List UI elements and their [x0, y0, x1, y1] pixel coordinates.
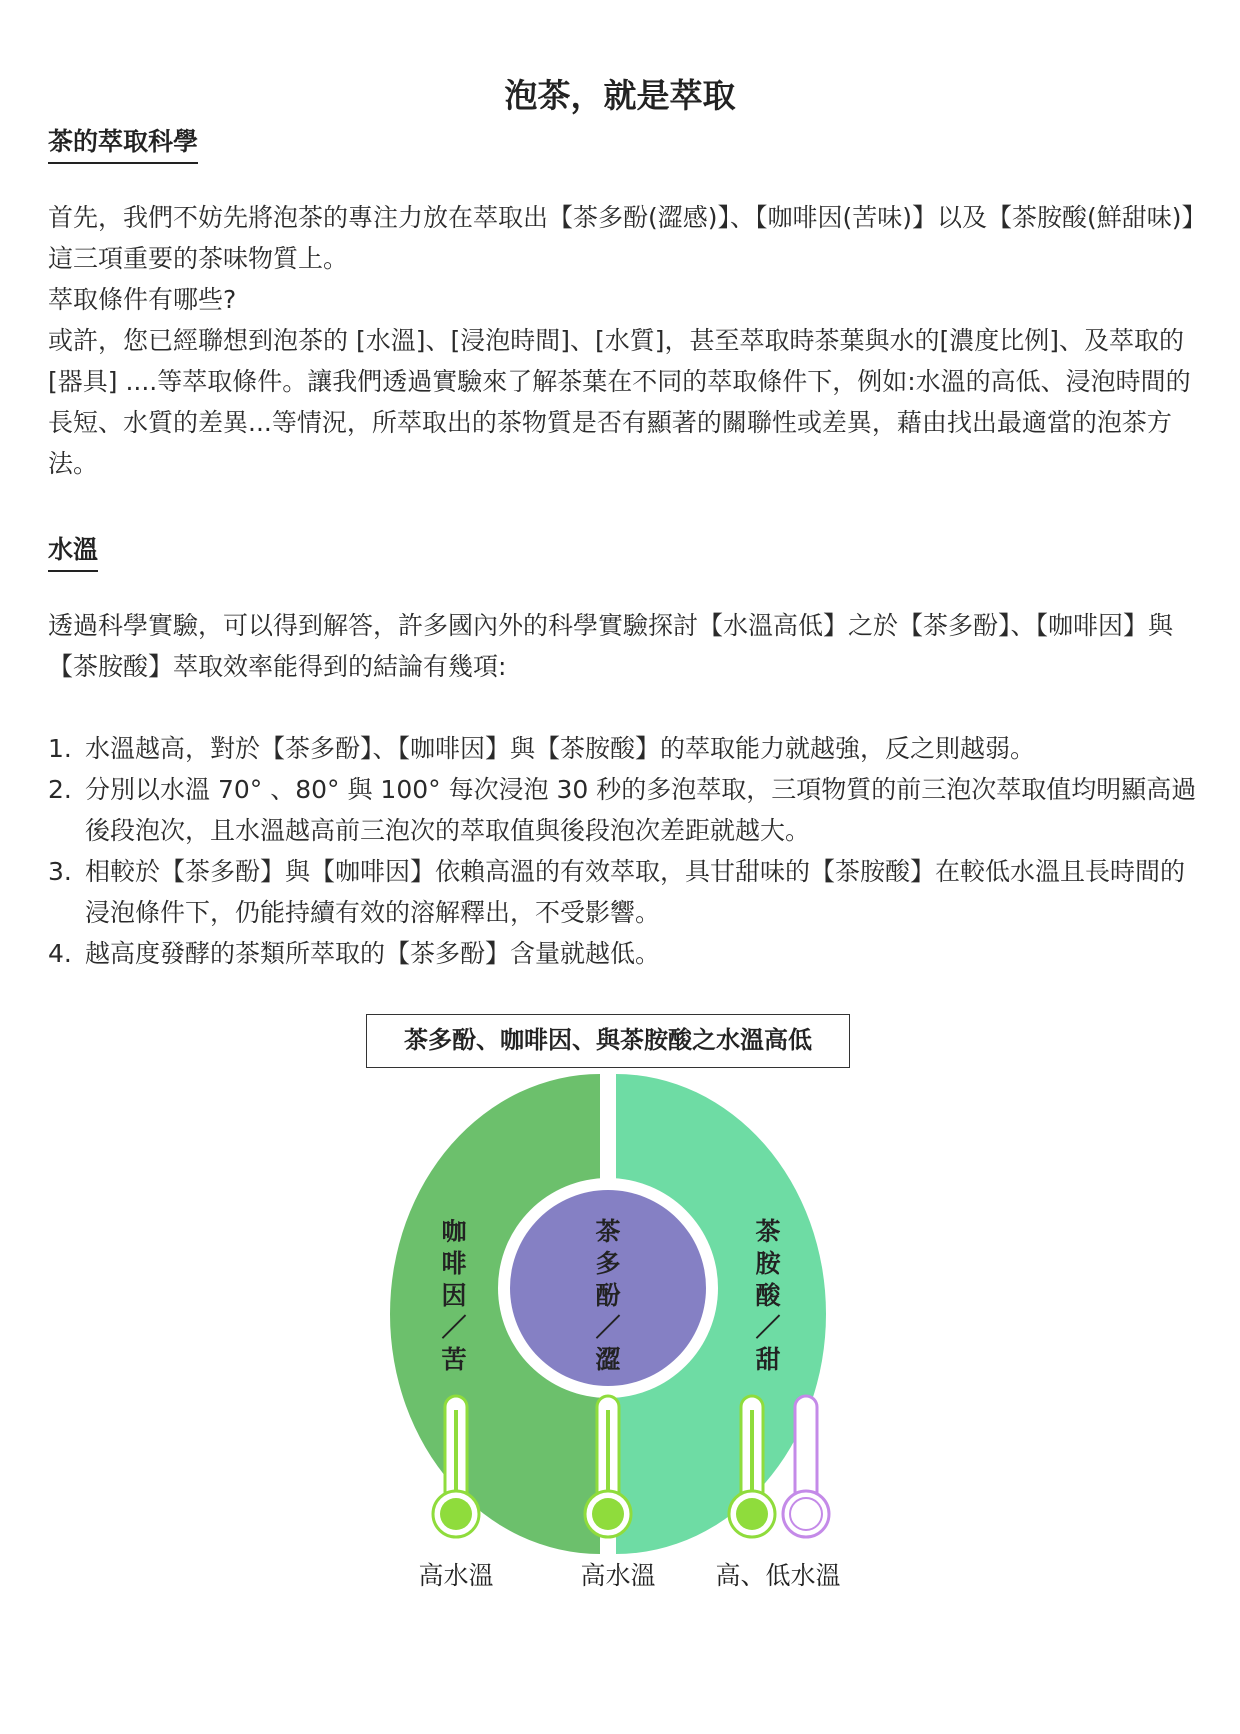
- paragraph: 萃取條件有哪些?: [48, 285, 237, 314]
- list-item: 2. 分別以水溫 70° 、80° 與 100° 每次浸泡 30 秒的多泡萃取，三項物質的前三泡次萃取值均明顯高過後段泡次，且水溫越高前三泡次的萃取值與後段泡次差距就越大。: [48, 775, 1197, 845]
- list-item: 3. 相較於【茶多酚】與【咖啡因】依賴高溫的有效萃取，具甘甜味的【茶胺酸】在較低水溫且長時間的浸泡條件下，仍能持續有效的溶解釋出，不受影響。: [48, 857, 1186, 927]
- caffeine-label: 咖啡因／苦: [441, 1217, 467, 1374]
- section-heading-water-temperature: 水溫: [48, 530, 98, 572]
- caption-center: 高水溫: [580, 1561, 656, 1590]
- section-heading-extraction-science: 茶的萃取科學: [48, 122, 198, 164]
- figure-title: 茶多酚、咖啡因、與茶胺酸之水溫高低: [366, 1014, 850, 1068]
- paragraph: 透過科學實驗，可以得到解答，許多國內外的科學實驗探討【水溫高低】之於【茶多酚】、【咖啡因】與【茶胺酸】萃取效率能得到的結論有幾項:: [48, 611, 1174, 681]
- paragraph: 首先，我們不妨先將泡茶的專注力放在萃取出【茶多酚(澀感)】、【咖啡因(苦味)】以及【茶胺酸(鮮甜味)】這三項重要的茶味物質上。: [48, 203, 1195, 273]
- list-item: 1. 水溫越高，對於【茶多酚】、【咖啡因】與【茶胺酸】的萃取能力就越強，反之則越弱。: [48, 734, 1036, 763]
- theanine-label: 茶胺酸／甜: [755, 1217, 781, 1374]
- page-title: 泡茶，就是萃取: [504, 76, 736, 115]
- list-item: 4. 越高度發酵的茶類所萃取的【茶多酚】含量就越低。: [48, 939, 661, 968]
- caption-right: 高、低水溫: [715, 1561, 841, 1590]
- caption-left: 高水溫: [418, 1561, 494, 1590]
- polyphenol-label: 茶多酚／澀: [595, 1217, 621, 1374]
- paragraph: 或許，您已經聯想到泡茶的 [水溫]、[浸泡時間]、[水質]，甚至萃取時茶葉與水的[濃度比例]、及萃取的 [器具] ....等萃取條件。讓我們透過實驗來了解茶葉在不同的萃取條件下，例如:水溫的高低、浸泡時間的長短、水質的差異...等情況，所萃取出的茶物質是否有顯著的關聯性或差異，藉由找出最適當的泡茶方法。: [48, 326, 1191, 478]
